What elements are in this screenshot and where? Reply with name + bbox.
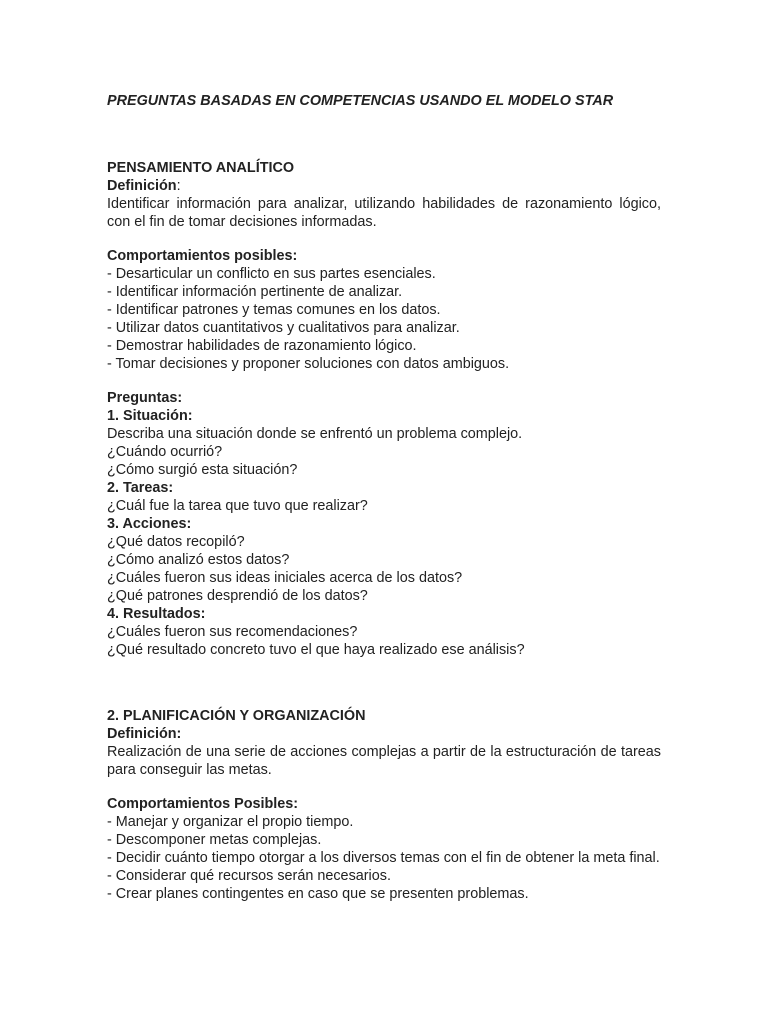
question-group-label: 2. Tareas:	[107, 480, 174, 496]
definition-label-line	[107, 177, 661, 195]
document-title: PREGUNTAS BASADAS EN COMPETENCIAS USANDO EL MODELO STAR	[107, 93, 614, 109]
behaviors-list	[107, 813, 661, 903]
list-item: - Decidir cuánto tiempo otorgar a los diversos temas con el fin de obtener la meta final.	[107, 850, 660, 866]
list-item: - Crear planes contingentes en caso que se presenten problemas.	[107, 886, 529, 902]
question-line: ¿Cuál fue la tarea que tuvo que realizar?	[107, 498, 368, 514]
question-group-label: 3. Acciones:	[107, 516, 192, 532]
question-line: ¿Qué patrones desprendió de los datos?	[107, 588, 368, 604]
definition-label: Definición:	[107, 726, 182, 742]
section-analytical-thinking	[107, 159, 661, 659]
question-line: ¿Qué resultado concreto tuvo el que haya realizado ese análisis?	[107, 642, 525, 658]
question-line: Describa una situación donde se enfrentó un problema complejo.	[107, 426, 523, 442]
behaviors-label: Comportamientos posibles:	[107, 248, 298, 264]
section-heading: PENSAMIENTO ANALÍTICO	[107, 160, 295, 176]
questions-label: Preguntas:	[107, 390, 183, 406]
section-heading: 2. PLANIFICACIÓN Y ORGANIZACIÓN	[107, 708, 366, 724]
list-item: - Desarticular un conflicto en sus partes esenciales.	[107, 266, 436, 282]
list-item: - Utilizar datos cuantitativos y cualitativos para analizar.	[107, 320, 460, 336]
definition-label: Definición	[107, 178, 177, 194]
behaviors-label: Comportamientos Posibles:	[107, 796, 299, 812]
definition-text: Identificar información para analizar, utilizando habilidades de razonamiento lógico, con el fin de tomar decisiones informadas.	[107, 196, 661, 230]
list-item: - Manejar y organizar el propio tiempo.	[107, 814, 354, 830]
question-line: ¿Cómo analizó estos datos?	[107, 552, 290, 568]
list-item: - Descomponer metas complejas.	[107, 832, 322, 848]
question-line: ¿Qué datos recopiló?	[107, 534, 245, 550]
list-item: - Tomar decisiones y proponer soluciones con datos ambiguos.	[107, 356, 510, 372]
question-line: ¿Cuáles fueron sus recomendaciones?	[107, 624, 358, 640]
list-item: - Demostrar habilidades de razonamiento lógico.	[107, 338, 417, 354]
list-item: - Considerar qué recursos serán necesarios.	[107, 868, 391, 884]
question-line: ¿Cómo surgió esta situación?	[107, 462, 298, 478]
behaviors-list	[107, 265, 661, 373]
list-item: - Identificar información pertinente de analizar.	[107, 284, 403, 300]
list-item: - Identificar patrones y temas comunes en los datos.	[107, 302, 441, 318]
question-line: ¿Cuáles fueron sus ideas iniciales acerca de los datos?	[107, 570, 463, 586]
question-line: ¿Cuándo ocurrió?	[107, 444, 223, 460]
question-group-label: 1. Situación:	[107, 408, 193, 424]
section-planning-organization	[107, 707, 661, 903]
question-group-label: 4. Resultados:	[107, 606, 206, 622]
definition-text: Realización de una serie de acciones complejas a partir de la estructuración de tareas para conseguir las metas.	[107, 744, 661, 778]
definition-colon: :	[176, 178, 181, 194]
